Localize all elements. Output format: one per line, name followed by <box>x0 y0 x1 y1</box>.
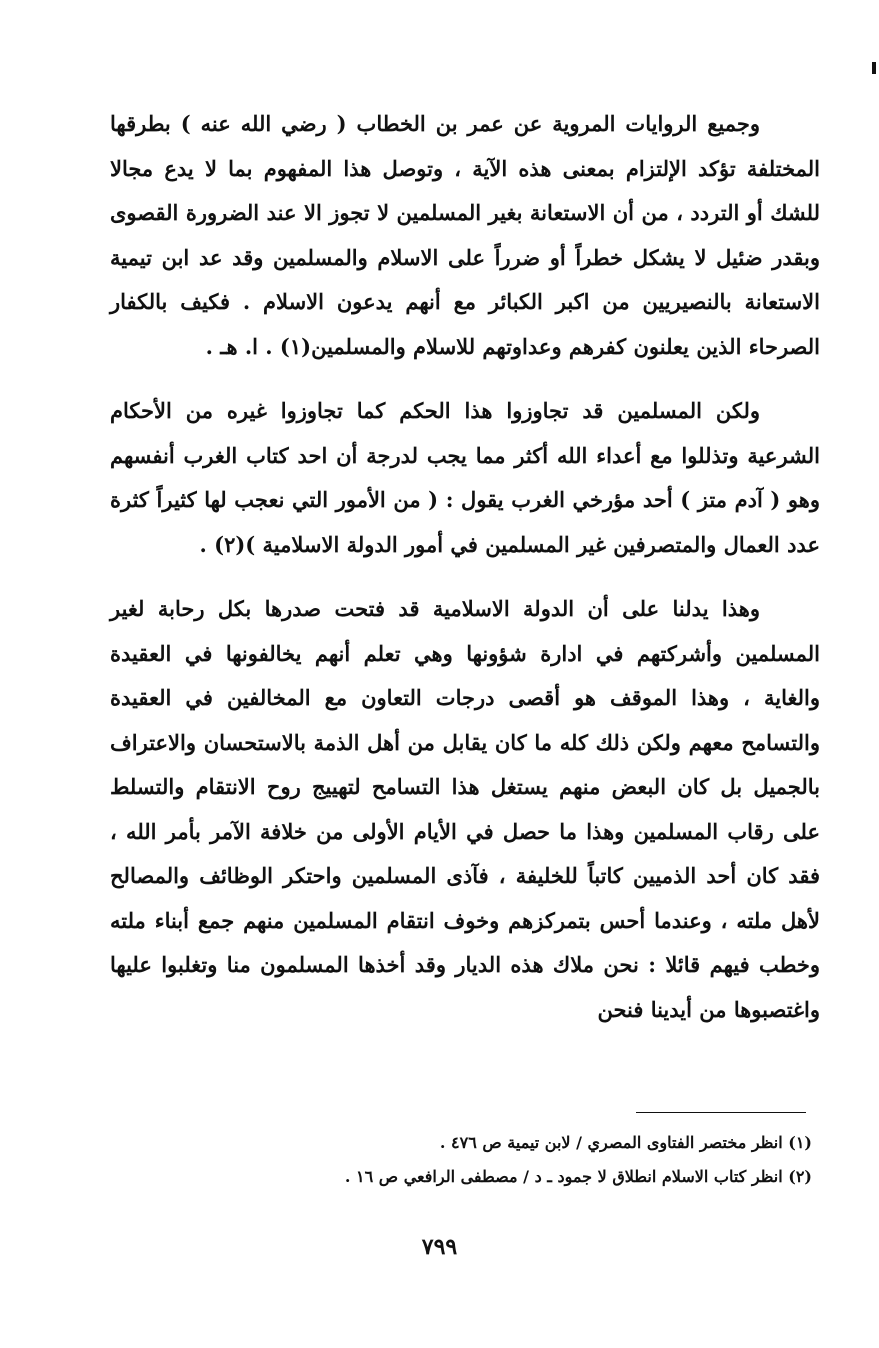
footnote-separator <box>636 1112 806 1113</box>
paragraph-3: وهذا يدلنا على أن الدولة الاسلامية قد فتحت صدرها بكل رحابة لغير المسلمين وأشركتهم في ادارة شؤونها وهي تعلم أنهم يخالفونها في العقيدة والغاية ، وهذا الموقف هو أقصى درجات التعاون مع المخالفين في العقيدة والتسامح معهم ولكن ذلك كله ما كان يقابل من أهل الذمة بالاستحسان والاعتراف بالجميل بل كان البعض منهم يستغل هذا التسامح لتهييج روح الانتقام والتسلط على رقاب المسلمين وهذا ما حصل في الأيام الأولى من خلافة الآمر بأمر الله ، فقد كان أحد الذميين كاتباً للخليفة ، فآذى المسلمين واحتكر الوظائف والمصالح لأهل ملته ، وعندما أحس بتمركزهم وخوف انتقام المسلمين منهم جمع أبناء ملته وخطب فيهم قائلا : نحن ملاك هذه الديار وقد أخذها المسلمون منا وتغلبوا عليها واغتصبوها من أيدينا فنحن <box>110 596 820 1022</box>
page-number: ٧٩٩ <box>421 1234 458 1260</box>
paragraph-2: ولكن المسلمين قد تجاوزوا هذا الحكم كما تجاوزوا غيره من الأحكام الشرعية وتذللوا مع أعداء الله أكثر مما يجب لدرجة أن احد كتاب الغرب أنفسهم وهو ( آدم متز ) أحد مؤرخي الغرب يقول : ( من الأمور التي نعجب لها كثيراً كثرة عدد العمال والمتصرفين غير المسلمين في أمور الدولة الاسلامية )(٢) . <box>110 398 820 557</box>
footnote-2: (٢) انظر كتاب الاسلام انطلاق لا جمود ـ د / مصطفى الرافعي ص ١٦ . <box>344 1167 812 1186</box>
footnote-1: (١) انظر مختصر الفتاوى المصري / لابن تيمية ص ٤٧٦ . <box>439 1133 812 1152</box>
paragraph-1: وجميع الروايات المروية عن عمر بن الخطاب ( رضي الله عنه ) بطرقها المختلفة تؤكد الإلتزام بمعنى هذه الآية ، وتوصل هذا المفهوم بما لا يدع مجالا للشك أو التردد ، من أن الاستعانة بغير المسلمين لا تجوز الا عند الضرورة القصوى وبقدر ضئيل لا يشكل خطراً أو ضرراً على الاسلام والمسلمين وقد عد ابن تيمية الاستعانة بالنصيريين من اكبر الكبائر مع أنهم يدعون الاسلام . فكيف بالكفار الصرحاء الذين يعلنون كفرهم وعداوتهم للاسلام والمسلمين(١) . ا. هـ . <box>110 111 820 359</box>
body-text <box>110 102 820 1052</box>
footnotes <box>220 1126 812 1194</box>
margin-mark <box>872 62 876 74</box>
